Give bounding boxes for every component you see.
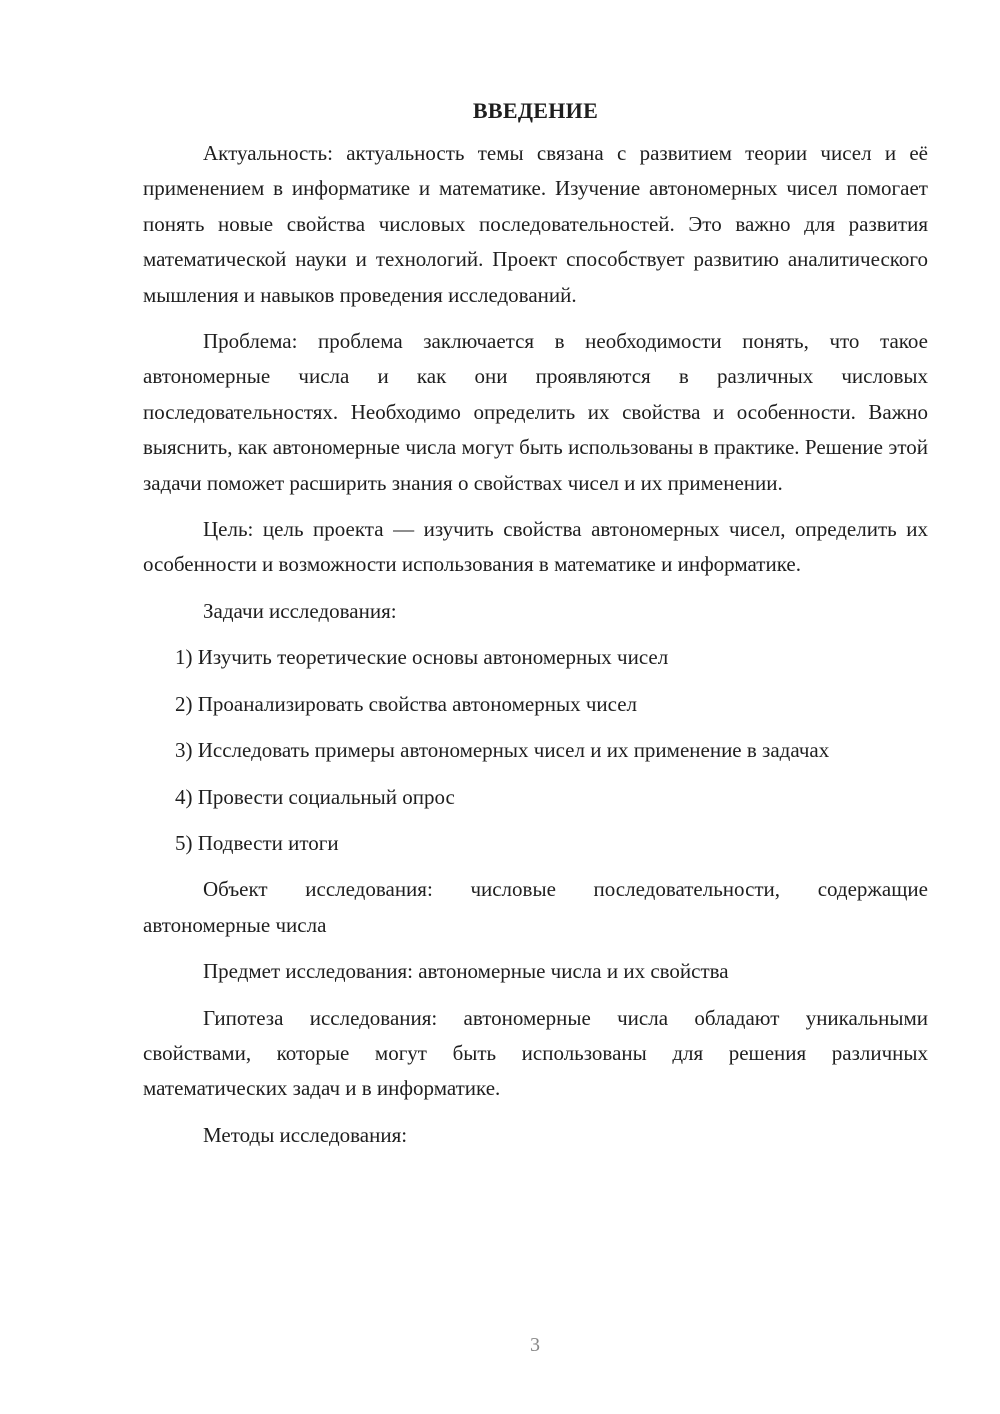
task-item-1: 1) Изучить теоретические основы автономерных чисел — [175, 645, 669, 670]
hypothesis-paragraph: Гипотеза исследования: автономерные числа обладают уникальными свойствами, которые могут быть использованы для решения различных математических задач и в информатике. — [143, 1005, 928, 1101]
section-heading: ВВЕДЕНИЕ — [472, 98, 599, 123]
page-number: 3 — [530, 1334, 540, 1356]
problem-paragraph: Проблема: проблема заключается в необходимости понять, что такое автономерные числа и как они проявляются в различных числовых последовательностях. Необходимо определить их свойства и особенности. Важно выяснить, как автономерные числа могут быть использованы в практике. Решение этой задачи поможет расширить знания о свойствах чисел и их применении. — [143, 329, 928, 495]
task-item-4: 4) Провести социальный опрос — [175, 784, 455, 809]
goal-paragraph: Цель: цель проекта — изучить свойства автономерных чисел, определить их особенности и возможности использования в математике и информатике. — [143, 517, 928, 577]
relevance-paragraph: Актуальность: актуальность темы связана с развитием теории чисел и её применением в информатике и математике. Изучение автономерных чисел помогает понять новые свойства числовых последовательностей. Это важно для развития математической науки и технологий. Проект способствует развитию аналитического мышления и навыков проведения исследований. — [143, 141, 928, 307]
object-paragraph: Объект исследования: числовые последовательности, содержащие автономерные числа — [143, 877, 928, 937]
tasks-title: Задачи исследования: — [203, 598, 397, 623]
subject-paragraph: Предмет исследования: автономерные числа и их свойства — [203, 959, 729, 984]
task-item-2: 2) Проанализировать свойства автономерных чисел — [175, 691, 638, 716]
task-item-3: 3) Исследовать примеры автономерных чисел и их применение в задачах — [175, 738, 830, 763]
page-content — [143, 96, 928, 1164]
task-item-5: 5) Подвести итоги — [175, 830, 339, 855]
methods-title: Методы исследования: — [203, 1122, 408, 1147]
